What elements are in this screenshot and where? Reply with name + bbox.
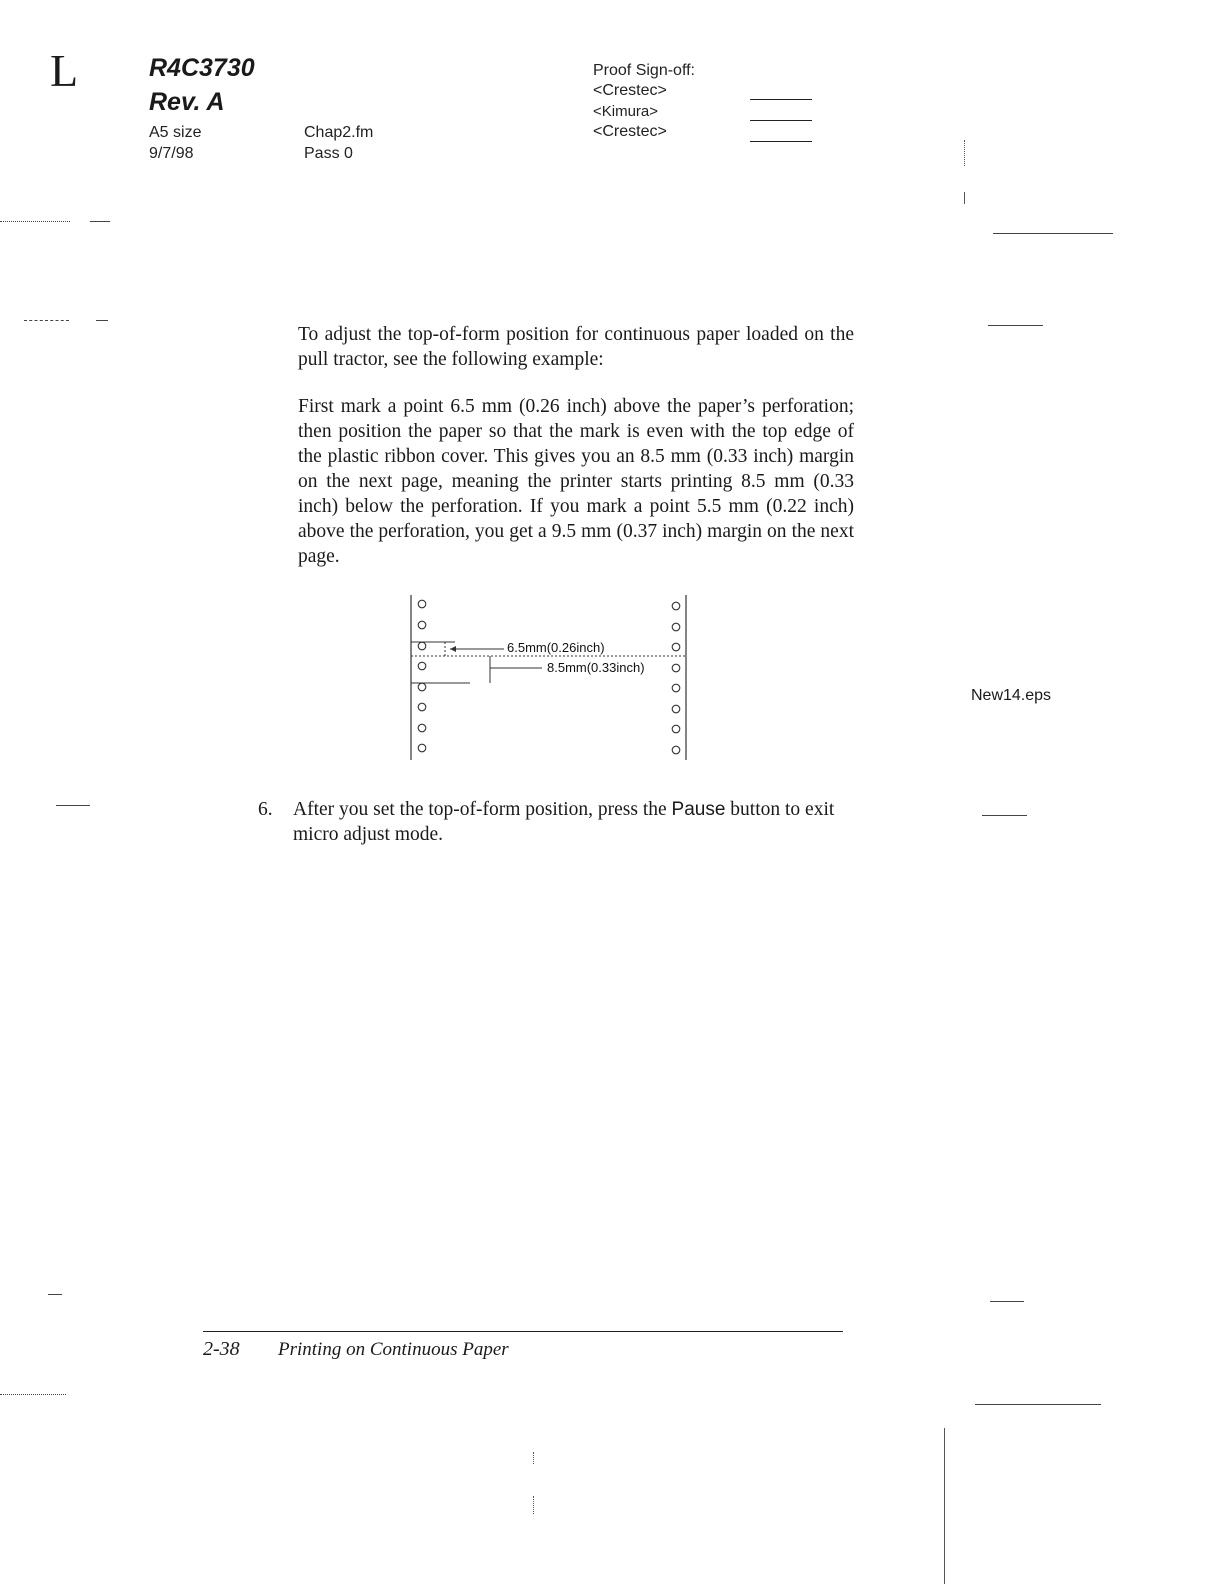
dim-65-arrow: [450, 646, 456, 652]
footer-rule: [203, 1331, 843, 1332]
side-letter: L: [50, 45, 79, 96]
document-date: 9/7/98: [149, 145, 194, 162]
signoff-line-3: [750, 141, 812, 142]
page-number: 2-38: [203, 1338, 240, 1360]
step-text: [293, 797, 853, 847]
signoff-line-1: [750, 99, 812, 100]
step-number: 6.: [258, 799, 273, 820]
right-sprocket-holes: [672, 602, 680, 754]
file-name: Chap2.fm: [304, 124, 374, 141]
intro-paragraph: To adjust the top-of-form position for continuous paper loaded on the pull tractor, see the following example:: [298, 324, 854, 370]
dim-85-label: 8.5mm(0.33inch): [547, 660, 645, 675]
proof-signoff-title: Proof Sign-off:: [593, 62, 695, 79]
document-id: R4C3730: [149, 54, 255, 82]
left-sprocket-holes: [418, 600, 426, 752]
proof-signer-2: <Kimura>: [593, 103, 659, 120]
figure-file-label: New14.eps: [971, 687, 1052, 704]
perforation-diagram: [400, 590, 700, 765]
step-text-after: button to exit micro adjust mode.: [293, 799, 835, 845]
chapter-title: Printing on Continuous Paper: [278, 1339, 509, 1360]
proof-signer-1: <Crestec>: [593, 82, 667, 99]
step-text-before: After you set the top-of-form position, press the: [293, 799, 672, 820]
dim-65-label: 6.5mm(0.26inch): [507, 640, 605, 655]
document-revision: Rev. A: [149, 88, 225, 116]
proof-signer-3: <Crestec>: [593, 123, 667, 140]
paper-size: A5 size: [149, 124, 202, 141]
pass-number: Pass 0: [304, 145, 353, 162]
signoff-line-2: [750, 120, 812, 121]
example-paragraph: First mark a point 6.5 mm (0.26 inch) above the paper’s perforation; then position the paper so that the mark is even with the top edge of the plastic ribbon cover. This gives you an 8.5 mm (0.33 inch) margin on the next page, meaning the printer starts printing 8.5 mm (0.33 inch) below the perforation. If you mark a point 5.5 mm (0.22 inch) above the perforation, you get a 9.5 mm (0.37 inch) margin on the next page.: [298, 396, 854, 567]
pause-button-name: Pause: [671, 799, 726, 820]
